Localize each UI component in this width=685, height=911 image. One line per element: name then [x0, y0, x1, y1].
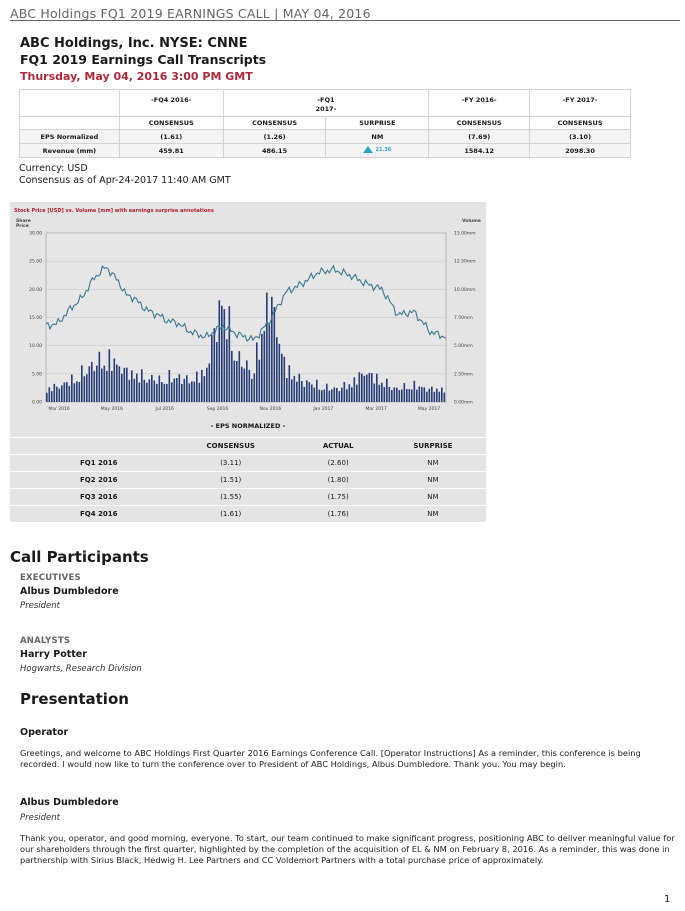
volume-bar — [341, 388, 343, 402]
executive-title: President — [20, 601, 60, 611]
volume-bar — [84, 376, 86, 402]
volume-bar — [256, 342, 258, 402]
volume-bar — [261, 334, 263, 402]
volume-bar — [221, 306, 223, 402]
y2-tick-label: 0.00mm — [454, 400, 473, 406]
table-cell: NM — [380, 455, 486, 472]
volume-bar — [239, 351, 241, 402]
volume-bar — [194, 382, 196, 402]
operator-remarks: Greetings, and welcome to ABC Holdings First Quarter 2016 Earnings Conference Call. [Operator Instructions] As a reminder, this conference is being recorded. I would now like to turn the conference over to President of ABC Holdings, Albus Dumbledore. Thank you. You may begin. — [20, 748, 641, 769]
volume-bar — [61, 385, 63, 402]
volume-bar — [376, 374, 378, 402]
volume-bar — [259, 360, 261, 402]
volume-bar — [326, 384, 328, 402]
volume-bar — [176, 378, 178, 402]
volume-bar — [429, 389, 431, 402]
eps-header-blank — [10, 438, 165, 455]
header-text: ABC Holdings FQ1 2019 EARNINGS CALL | MAY 04, 2016 — [10, 6, 371, 21]
volume-bar — [106, 371, 108, 402]
table-cell: (3.10) — [530, 130, 631, 144]
volume-bar — [414, 381, 416, 402]
volume-bar — [166, 384, 168, 402]
table-cell: (2.60) — [296, 455, 379, 472]
volume-bar — [381, 383, 383, 402]
volume-bar — [401, 390, 403, 402]
volume-bar — [74, 383, 76, 402]
volume-bar — [251, 379, 253, 402]
document-title: FQ1 2019 Earnings Call Transcripts — [20, 52, 267, 67]
volume-bar — [51, 391, 53, 402]
volume-bar — [441, 388, 443, 402]
table-cell: NM — [380, 472, 486, 489]
volume-bar — [264, 331, 266, 402]
eps-header: ACTUAL — [296, 438, 379, 455]
volume-bar — [76, 381, 78, 402]
period-fq1-line1: -FQ1 — [317, 96, 335, 104]
surprise-value — [363, 146, 391, 153]
volume-bar — [384, 387, 386, 402]
quarter-label: FQ1 2016 — [10, 455, 165, 472]
subheader-blank — [20, 117, 120, 130]
analyst-name: Harry Potter — [20, 649, 87, 660]
x-tick-label: May 2017 — [417, 407, 441, 412]
speaker-title: President — [20, 813, 60, 823]
currency-line: Currency: USD — [19, 163, 88, 174]
volume-bar — [189, 383, 191, 402]
volume-bar — [289, 365, 291, 402]
volume-bar — [306, 380, 308, 402]
x-tick-label: Mar 2017 — [365, 407, 387, 412]
table-cell: 2098.30 — [530, 144, 631, 158]
analysts-label: ANALYSTS — [20, 636, 71, 646]
volume-bar — [386, 379, 388, 402]
table-cell: 1584.12 — [429, 144, 530, 158]
volume-bar — [244, 369, 246, 402]
volume-bar — [69, 386, 71, 402]
table-cell: 486.15 — [223, 144, 326, 158]
volume-bar — [314, 388, 316, 402]
volume-bar — [406, 389, 408, 402]
y2-tick-label: 5.00mm — [454, 344, 473, 350]
stock-chart — [10, 202, 486, 422]
table-cell: (1.26) — [223, 130, 326, 144]
volume-bar — [344, 382, 346, 402]
volume-bar — [156, 384, 158, 402]
volume-bar — [121, 374, 123, 402]
volume-bar — [439, 392, 441, 402]
volume-bar — [79, 382, 81, 402]
volume-bar — [204, 376, 206, 402]
eps-table-title: - EPS NORMALIZED - — [210, 422, 286, 430]
quarter-label: FQ2 2016 — [10, 472, 165, 489]
volume-bar — [366, 375, 368, 402]
call-date: Thursday, May 04, 2016 3:00 PM GMT — [20, 70, 253, 83]
subheader-cell: CONSENSUS — [119, 117, 223, 130]
volume-bar — [231, 351, 233, 402]
y-tick-label: 5.00 — [31, 372, 42, 378]
volume-bar — [139, 383, 141, 402]
table-cell: (3.11) — [165, 455, 296, 472]
table-row — [10, 489, 486, 506]
table-cell: NM — [380, 489, 486, 506]
executives-label: EXECUTIVES — [20, 573, 81, 583]
subheader-cell: CONSENSUS — [223, 117, 326, 130]
left-axis-label — [16, 219, 31, 229]
volume-bar — [409, 389, 411, 402]
volume-bar — [151, 375, 153, 402]
volume-bar — [136, 373, 138, 402]
x-tick-label: May 2016 — [100, 407, 123, 412]
volume-bar — [209, 363, 211, 402]
y-tick-label: 30.00 — [29, 231, 42, 237]
volume-bar — [184, 379, 186, 402]
x-tick-label: Jul 2016 — [155, 407, 174, 412]
volume-bar — [211, 335, 213, 402]
table-cell: NM — [326, 130, 429, 144]
y2-tick-label: 7.50mm — [454, 316, 473, 321]
volume-bar — [276, 337, 278, 402]
right-axis-label: Volume — [462, 219, 481, 224]
eps-table — [10, 437, 486, 523]
volume-bar — [416, 390, 418, 402]
table-row — [20, 144, 631, 158]
volume-bar — [146, 383, 148, 402]
up-triangle-icon — [363, 146, 373, 153]
analyst-affiliation: Hogwarts, Research Division — [20, 664, 142, 674]
volume-bar — [299, 374, 301, 402]
volume-bar — [161, 382, 163, 402]
executive-name: Albus Dumbledore — [20, 586, 119, 597]
volume-bar — [301, 381, 303, 402]
volume-bar — [379, 385, 381, 402]
call-participants-heading: Call Participants — [10, 548, 149, 566]
speaker-remarks: Thank you, operator, and good morning, everyone. To start, our team continued to make significant progress, positioning ABC to deliver meaningful value for our shareholders through the first quarter, highlighted by the completion of the acquisition of EL & NM on February 8, 2016. As a reminder, this was done in partnership with Sirius Black, Hedwig H. Lee Partners and CC Voldemort Partners with a total purchase price of approximately. — [20, 833, 675, 865]
volume-bar — [109, 349, 111, 402]
volume-bar — [54, 384, 56, 402]
volume-bar — [339, 391, 341, 402]
volume-bar — [86, 374, 88, 402]
volume-bar — [224, 309, 226, 402]
volume-bar — [119, 366, 121, 402]
period-fy-2017: -FY 2017- — [530, 90, 631, 117]
volume-bar — [206, 368, 208, 402]
volume-bar — [124, 368, 126, 402]
volume-bar — [389, 387, 391, 402]
subheader-cell: CONSENSUS — [530, 117, 631, 130]
volume-bar — [49, 387, 51, 402]
volume-bar — [331, 389, 333, 402]
period-fq1-line2: 2017- — [315, 105, 337, 113]
volume-bar — [114, 358, 116, 402]
x-tick-label: Mar 2016 — [48, 407, 70, 412]
volume-bar — [281, 354, 283, 402]
presentation-heading: Presentation — [20, 690, 129, 708]
volume-bar — [426, 392, 428, 402]
left-axis-label-line2: Price — [16, 224, 29, 229]
volume-bar — [374, 384, 376, 402]
volume-bar — [304, 387, 306, 402]
page-header — [10, 3, 680, 21]
volume-bar — [436, 389, 438, 402]
table-row — [20, 130, 631, 144]
volume-bar — [316, 380, 318, 402]
volume-bar — [174, 379, 176, 402]
volume-bar — [144, 380, 146, 402]
volume-bar — [116, 365, 118, 402]
x-tick-label: Jan 2017 — [313, 407, 334, 412]
volume-bar — [354, 377, 356, 402]
table-corner — [20, 90, 120, 117]
table-cell: (1.51) — [165, 472, 296, 489]
volume-bar — [311, 385, 313, 402]
volume-bar — [394, 387, 396, 402]
volume-bar — [164, 384, 166, 402]
volume-bar — [81, 365, 83, 402]
volume-bar — [246, 360, 248, 402]
estimates-table — [19, 89, 631, 158]
volume-bar — [134, 379, 136, 402]
volume-bar — [419, 386, 421, 402]
volume-bar — [241, 367, 243, 402]
volume-bar — [101, 369, 103, 402]
volume-bar — [391, 390, 393, 402]
volume-bar — [424, 387, 426, 402]
table-row — [10, 455, 486, 472]
title-block — [20, 36, 540, 85]
volume-bar — [274, 307, 276, 402]
volume-bar — [324, 390, 326, 402]
x-tick-label: Nov 2016 — [259, 407, 282, 412]
volume-bar — [181, 384, 183, 402]
table-cell: (1.80) — [296, 472, 379, 489]
chart-title: Stock Price [USD] vs. Volume [mm] with earnings surprise annotations — [14, 208, 214, 214]
y-tick-label: 20.00 — [29, 287, 42, 293]
row-label: EPS Normalized — [20, 130, 120, 144]
volume-bar — [169, 370, 171, 402]
period-fq1-2017 — [223, 90, 429, 117]
eps-header: SURPRISE — [380, 438, 486, 455]
table-cell: (1.61) — [165, 506, 296, 523]
consensus-date-line: Consensus as of Apr-24-2017 11:40 AM GMT — [19, 175, 231, 186]
period-fy-2016: -FY 2016- — [429, 90, 530, 117]
volume-bar — [291, 379, 293, 402]
volume-bar — [254, 373, 256, 402]
volume-bar — [361, 374, 363, 402]
volume-bar — [346, 389, 348, 402]
volume-bar — [359, 372, 361, 402]
volume-bar — [149, 379, 151, 402]
volume-bar — [111, 371, 113, 402]
volume-bar — [396, 388, 398, 402]
volume-bar — [186, 375, 188, 402]
volume-bar — [89, 366, 91, 402]
volume-bar — [434, 392, 436, 402]
volume-bar — [201, 370, 203, 402]
volume-bar — [99, 352, 101, 402]
volume-bar — [336, 388, 338, 402]
volume-bar — [191, 381, 193, 402]
volume-bar — [421, 387, 423, 402]
volume-bar — [141, 369, 143, 402]
volume-bar — [329, 391, 331, 402]
volume-bar — [411, 390, 413, 402]
volume-bar — [129, 380, 131, 402]
row-label: Revenue (mm) — [20, 144, 120, 158]
table-cell: NM — [380, 506, 486, 523]
subheader-cell: CONSENSUS — [429, 117, 530, 130]
volume-bar — [179, 374, 181, 402]
volume-bar — [334, 387, 336, 402]
volume-bar — [91, 362, 93, 402]
volume-bar — [66, 382, 68, 402]
volume-bar — [351, 387, 353, 402]
volume-bar — [296, 382, 298, 402]
currency-note — [19, 163, 231, 187]
volume-bar — [371, 373, 373, 402]
quarter-label: FQ3 2016 — [10, 489, 165, 506]
table-cell — [326, 144, 429, 158]
volume-bar — [271, 297, 273, 402]
table-row — [10, 506, 486, 523]
volume-bar — [234, 361, 236, 402]
volume-bar — [279, 344, 281, 402]
table-cell: 459.81 — [119, 144, 223, 158]
surprise-number: 21.36 — [375, 146, 392, 153]
volume-bar — [71, 375, 73, 402]
y2-tick-label: 10.00mm — [454, 287, 476, 293]
volume-bar — [269, 325, 271, 402]
volume-bar — [369, 373, 371, 402]
volume-bar — [126, 368, 128, 402]
volume-bar — [399, 390, 401, 402]
volume-bar — [56, 387, 58, 402]
y-tick-label: 10.00 — [29, 344, 42, 350]
x-tick-label: Sep 2016 — [206, 407, 229, 412]
volume-bar — [236, 361, 238, 402]
page-number: 1 — [664, 894, 671, 905]
y-tick-label: 25.00 — [29, 259, 42, 265]
period-fq4-2016: -FQ4 2016- — [119, 90, 223, 117]
volume-bar — [349, 384, 351, 402]
volume-bar — [214, 328, 216, 402]
volume-bar — [356, 385, 358, 402]
volume-bar — [96, 366, 98, 402]
volume-bar — [286, 378, 288, 402]
volume-bar — [159, 375, 161, 402]
table-cell: (1.75) — [296, 489, 379, 506]
volume-bar — [104, 366, 106, 402]
volume-bar — [229, 306, 231, 402]
table-cell: (7.69) — [429, 130, 530, 144]
table-row — [10, 472, 486, 489]
volume-bar — [249, 370, 251, 402]
volume-bar — [131, 370, 133, 402]
volume-bar — [94, 371, 96, 402]
volume-bar — [266, 293, 268, 402]
volume-bar — [59, 389, 61, 402]
volume-bar — [46, 393, 48, 402]
table-cell: (1.61) — [119, 130, 223, 144]
y-tick-label: 15.00 — [29, 316, 42, 321]
table-cell: (1.55) — [165, 489, 296, 506]
volume-bar — [219, 300, 221, 402]
volume-bar — [216, 342, 218, 402]
volume-bar — [431, 387, 433, 402]
y2-tick-label: 2.50mm — [454, 372, 473, 378]
volume-bar — [196, 372, 198, 402]
volume-bar — [404, 383, 406, 402]
volume-bar — [364, 376, 366, 402]
subheader-cell: SURPRISE — [326, 117, 429, 130]
volume-bar — [309, 382, 311, 402]
volume-bar — [319, 390, 321, 402]
speaker-name: Albus Dumbledore — [20, 797, 119, 808]
y2-tick-label: 12.50mm — [454, 259, 476, 265]
y2-tick-label: 15.00mm — [454, 231, 476, 237]
left-axis-label-line1: Share — [16, 219, 31, 224]
table-cell: (1.76) — [296, 506, 379, 523]
company-title: ABC Holdings, Inc. NYSE: CNNE — [20, 36, 248, 51]
speaker-operator: Operator — [20, 727, 69, 738]
y-tick-label: 0.00 — [31, 400, 42, 406]
eps-header: CONSENSUS — [165, 438, 296, 455]
volume-bar — [321, 390, 323, 402]
quarter-label: FQ4 2016 — [10, 506, 165, 523]
volume-bar — [199, 383, 201, 402]
volume-bar — [154, 380, 156, 402]
volume-bar — [171, 382, 173, 402]
volume-bar — [64, 382, 66, 402]
volume-bar — [284, 357, 286, 402]
volume-bar — [226, 339, 228, 402]
volume-bar — [294, 376, 296, 402]
volume-bar — [444, 393, 446, 402]
